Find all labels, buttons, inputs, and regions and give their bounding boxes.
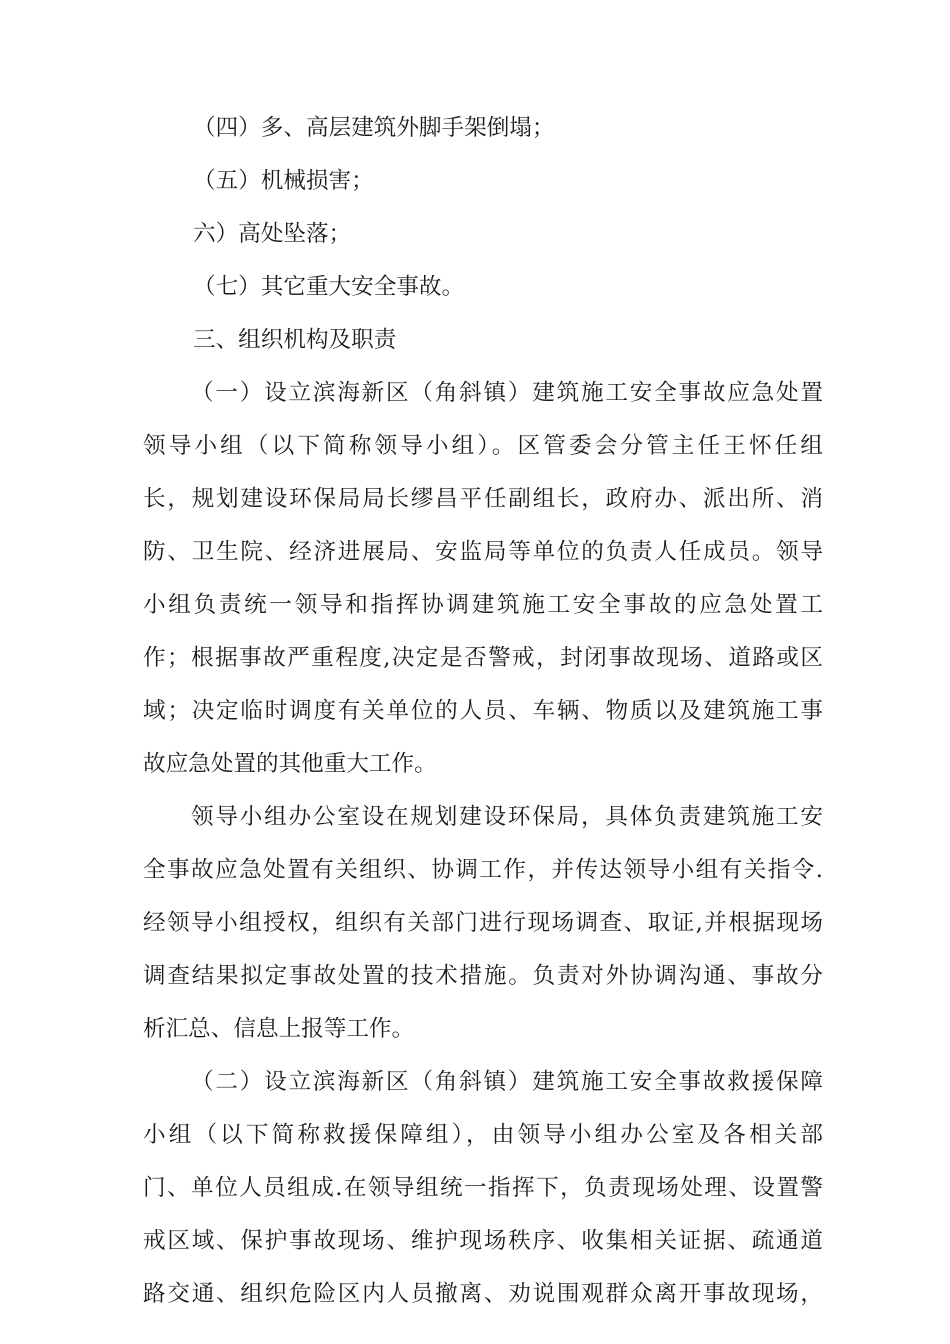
paragraph-line: 小组（以下简称救援保障组），由领导小组办公室及各相关部 — [143, 1122, 823, 1148]
paragraph-line: 领导小组办公室设在规划建设环保局，具体负责建筑施工安 — [191, 804, 823, 830]
paragraph-line: 防、卫生院、经济进展局、安监局等单位的负责人任成员。领导 — [143, 539, 823, 565]
list-item-four: （四）多、高层建筑外脚手架倒塌； — [193, 115, 555, 141]
paragraph-line: 调查结果拟定事故处置的技术措施。负责对外协调沟通、事故分 — [143, 963, 823, 989]
paragraph-line: （二）设立滨海新区（角斜镇）建筑施工安全事故救援保障 — [191, 1069, 823, 1095]
paragraph-line: 经领导小组授权，组织有关部门进行现场调查、取证,并根据现场 — [143, 910, 823, 936]
paragraph-line: 领导小组（以下简称领导小组）。区管委会分管主任王怀任组 — [143, 433, 823, 459]
paragraph-line: 析汇总、信息上报等工作。 — [143, 1016, 415, 1042]
paragraph-line: 戒区域、保护事故现场、维护现场秩序、收集相关证据、疏通道 — [143, 1228, 823, 1254]
paragraph-line: 域；决定临时调度有关单位的人员、车辆、物质以及建筑施工事 — [143, 698, 823, 724]
paragraph-line: 作；根据事故严重程度,决定是否警戒，封闭事故现场、道路或区 — [143, 645, 823, 671]
paragraph-line: 路交通、组织危险区内人员撤离、劝说围观群众离开事故现场， — [143, 1281, 823, 1307]
list-item-six: 六）高处坠落； — [193, 221, 352, 247]
paragraph-line: 全事故应急处置有关组织、协调工作，并传达领导小组有关指令. — [143, 857, 823, 883]
paragraph-line: 小组负责统一领导和指挥协调建筑施工安全事故的应急处置工 — [143, 592, 823, 618]
paragraph-line: 长，规划建设环保局局长缪昌平任副组长，政府办、派出所、消 — [143, 486, 823, 512]
paragraph-line: 门、单位人员组成.在领导组统一指挥下，负责现场处理、设置警 — [143, 1175, 823, 1201]
section-heading-organization: 三、组织机构及职责 — [193, 327, 397, 353]
list-item-seven: （七）其它重大安全事故。 — [193, 274, 465, 300]
paragraph-line: （一）设立滨海新区（角斜镇）建筑施工安全事故应急处置 — [191, 380, 823, 406]
paragraph-line: 故应急处置的其他重大工作。 — [143, 751, 437, 777]
list-item-five: （五）机械损害； — [193, 168, 374, 194]
